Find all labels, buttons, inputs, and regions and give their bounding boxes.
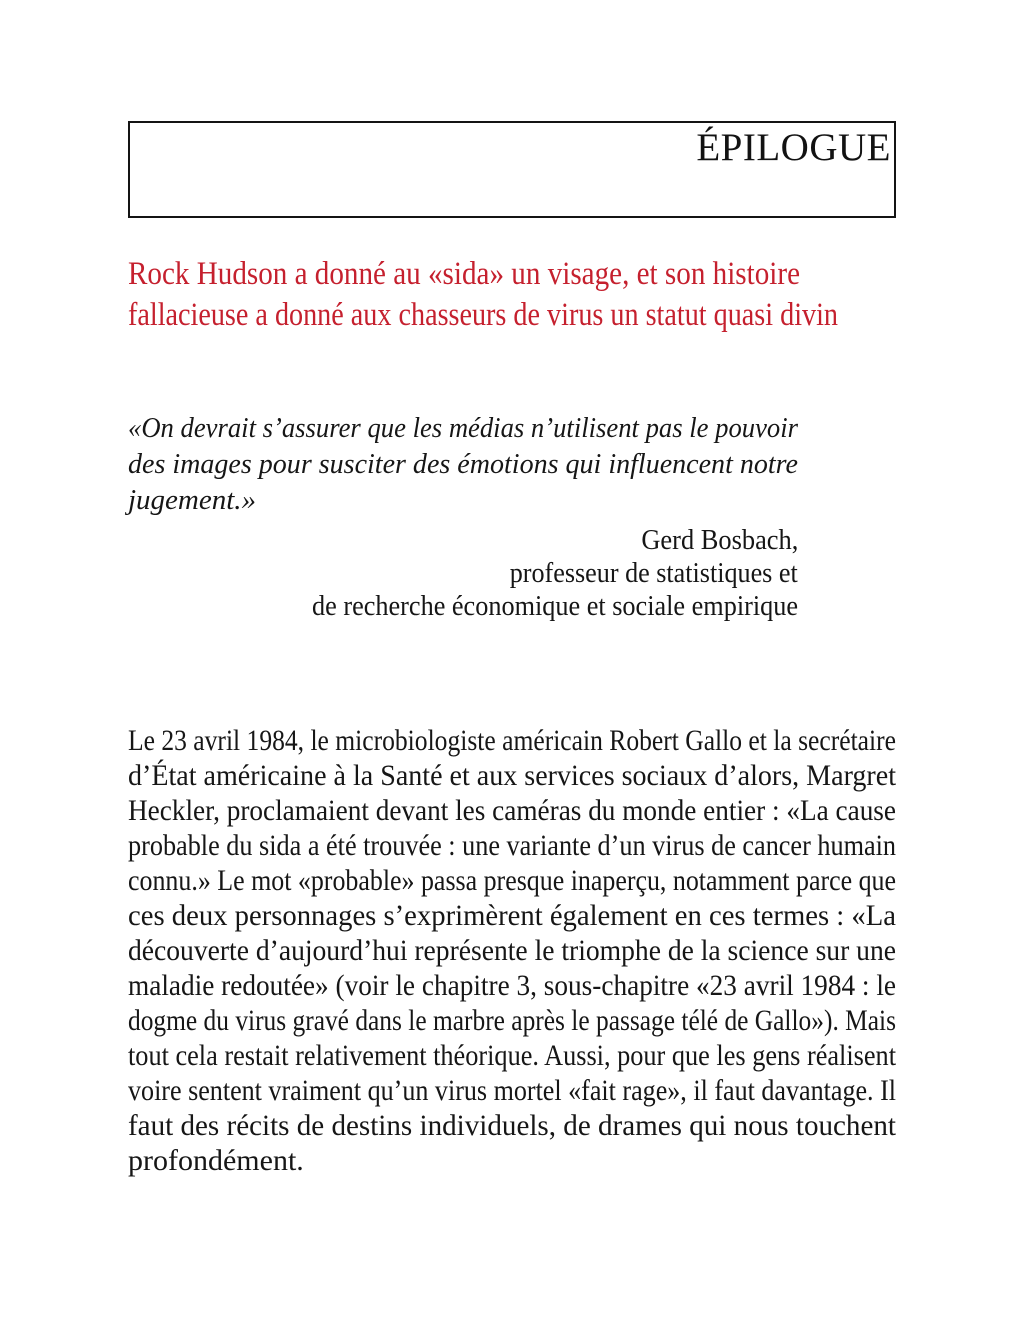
chapter-title: ÉPILOGUE <box>696 126 891 169</box>
paragraph-line: découverte d’aujourd’hui représente le triomphe de la science sur une <box>128 934 896 967</box>
paragraph-line: faut des récits de destins individuels, de drames qui nous touchent <box>128 1109 896 1142</box>
paragraph-line: ces deux personnages s’exprimèrent également en ces termes : «La <box>128 899 896 932</box>
attribution-line: de recherche économique et sociale empirique <box>312 590 798 622</box>
subtitle-line: Rock Hudson a donné au «sida» un visage, et son histoire <box>128 256 800 292</box>
quote-line: «On devrait s’assurer que les médias n’utilisent pas le pouvoir <box>128 412 798 444</box>
chapter-subtitle <box>128 254 896 336</box>
paragraph-line: Heckler, proclamaient devant les caméras du monde entier : «La cause <box>128 794 896 827</box>
paragraph-line: maladie redoutée» (voir le chapitre 3, sous-chapitre «23 avril 1984 : le <box>128 969 896 1002</box>
paragraph-line: Le 23 avril 1984, le microbiologiste américain Robert Gallo et la secrétaire <box>128 724 896 757</box>
paragraph-line: connu.» Le mot «probable» passa presque inaperçu, notamment parce que <box>128 864 896 897</box>
quote-attribution <box>128 524 798 623</box>
paragraph-line: tout cela restait relativement théorique. Aussi, pour que les gens réalisent <box>128 1039 896 1072</box>
subtitle-line: fallacieuse a donné aux chasseurs de virus un statut quasi divin <box>128 297 838 333</box>
paragraph-line: profondément. <box>128 1144 304 1177</box>
quote-line: des images pour susciter des émotions qui influencent notre <box>128 448 798 480</box>
attribution-line: professeur de statistiques et <box>510 557 798 589</box>
paragraph-line: d’État américaine à la Santé et aux services sociaux d’alors, Margret <box>128 759 896 792</box>
attribution-line: Gerd Bosbach, <box>641 524 798 556</box>
body-paragraph <box>128 723 896 1178</box>
epigraph-quote <box>128 410 798 518</box>
chapter-title-box <box>128 121 896 218</box>
paragraph-line: dogme du virus gravé dans le marbre après le passage télé de Gallo»). Mais <box>128 1004 896 1037</box>
paragraph-line: probable du sida a été trouvée : une variante d’un virus de cancer humain <box>128 829 896 862</box>
quote-line: jugement.» <box>128 484 257 516</box>
paragraph-line: voire sentent vraiment qu’un virus mortel «fait rage», il faut davantage. Il <box>128 1074 896 1107</box>
